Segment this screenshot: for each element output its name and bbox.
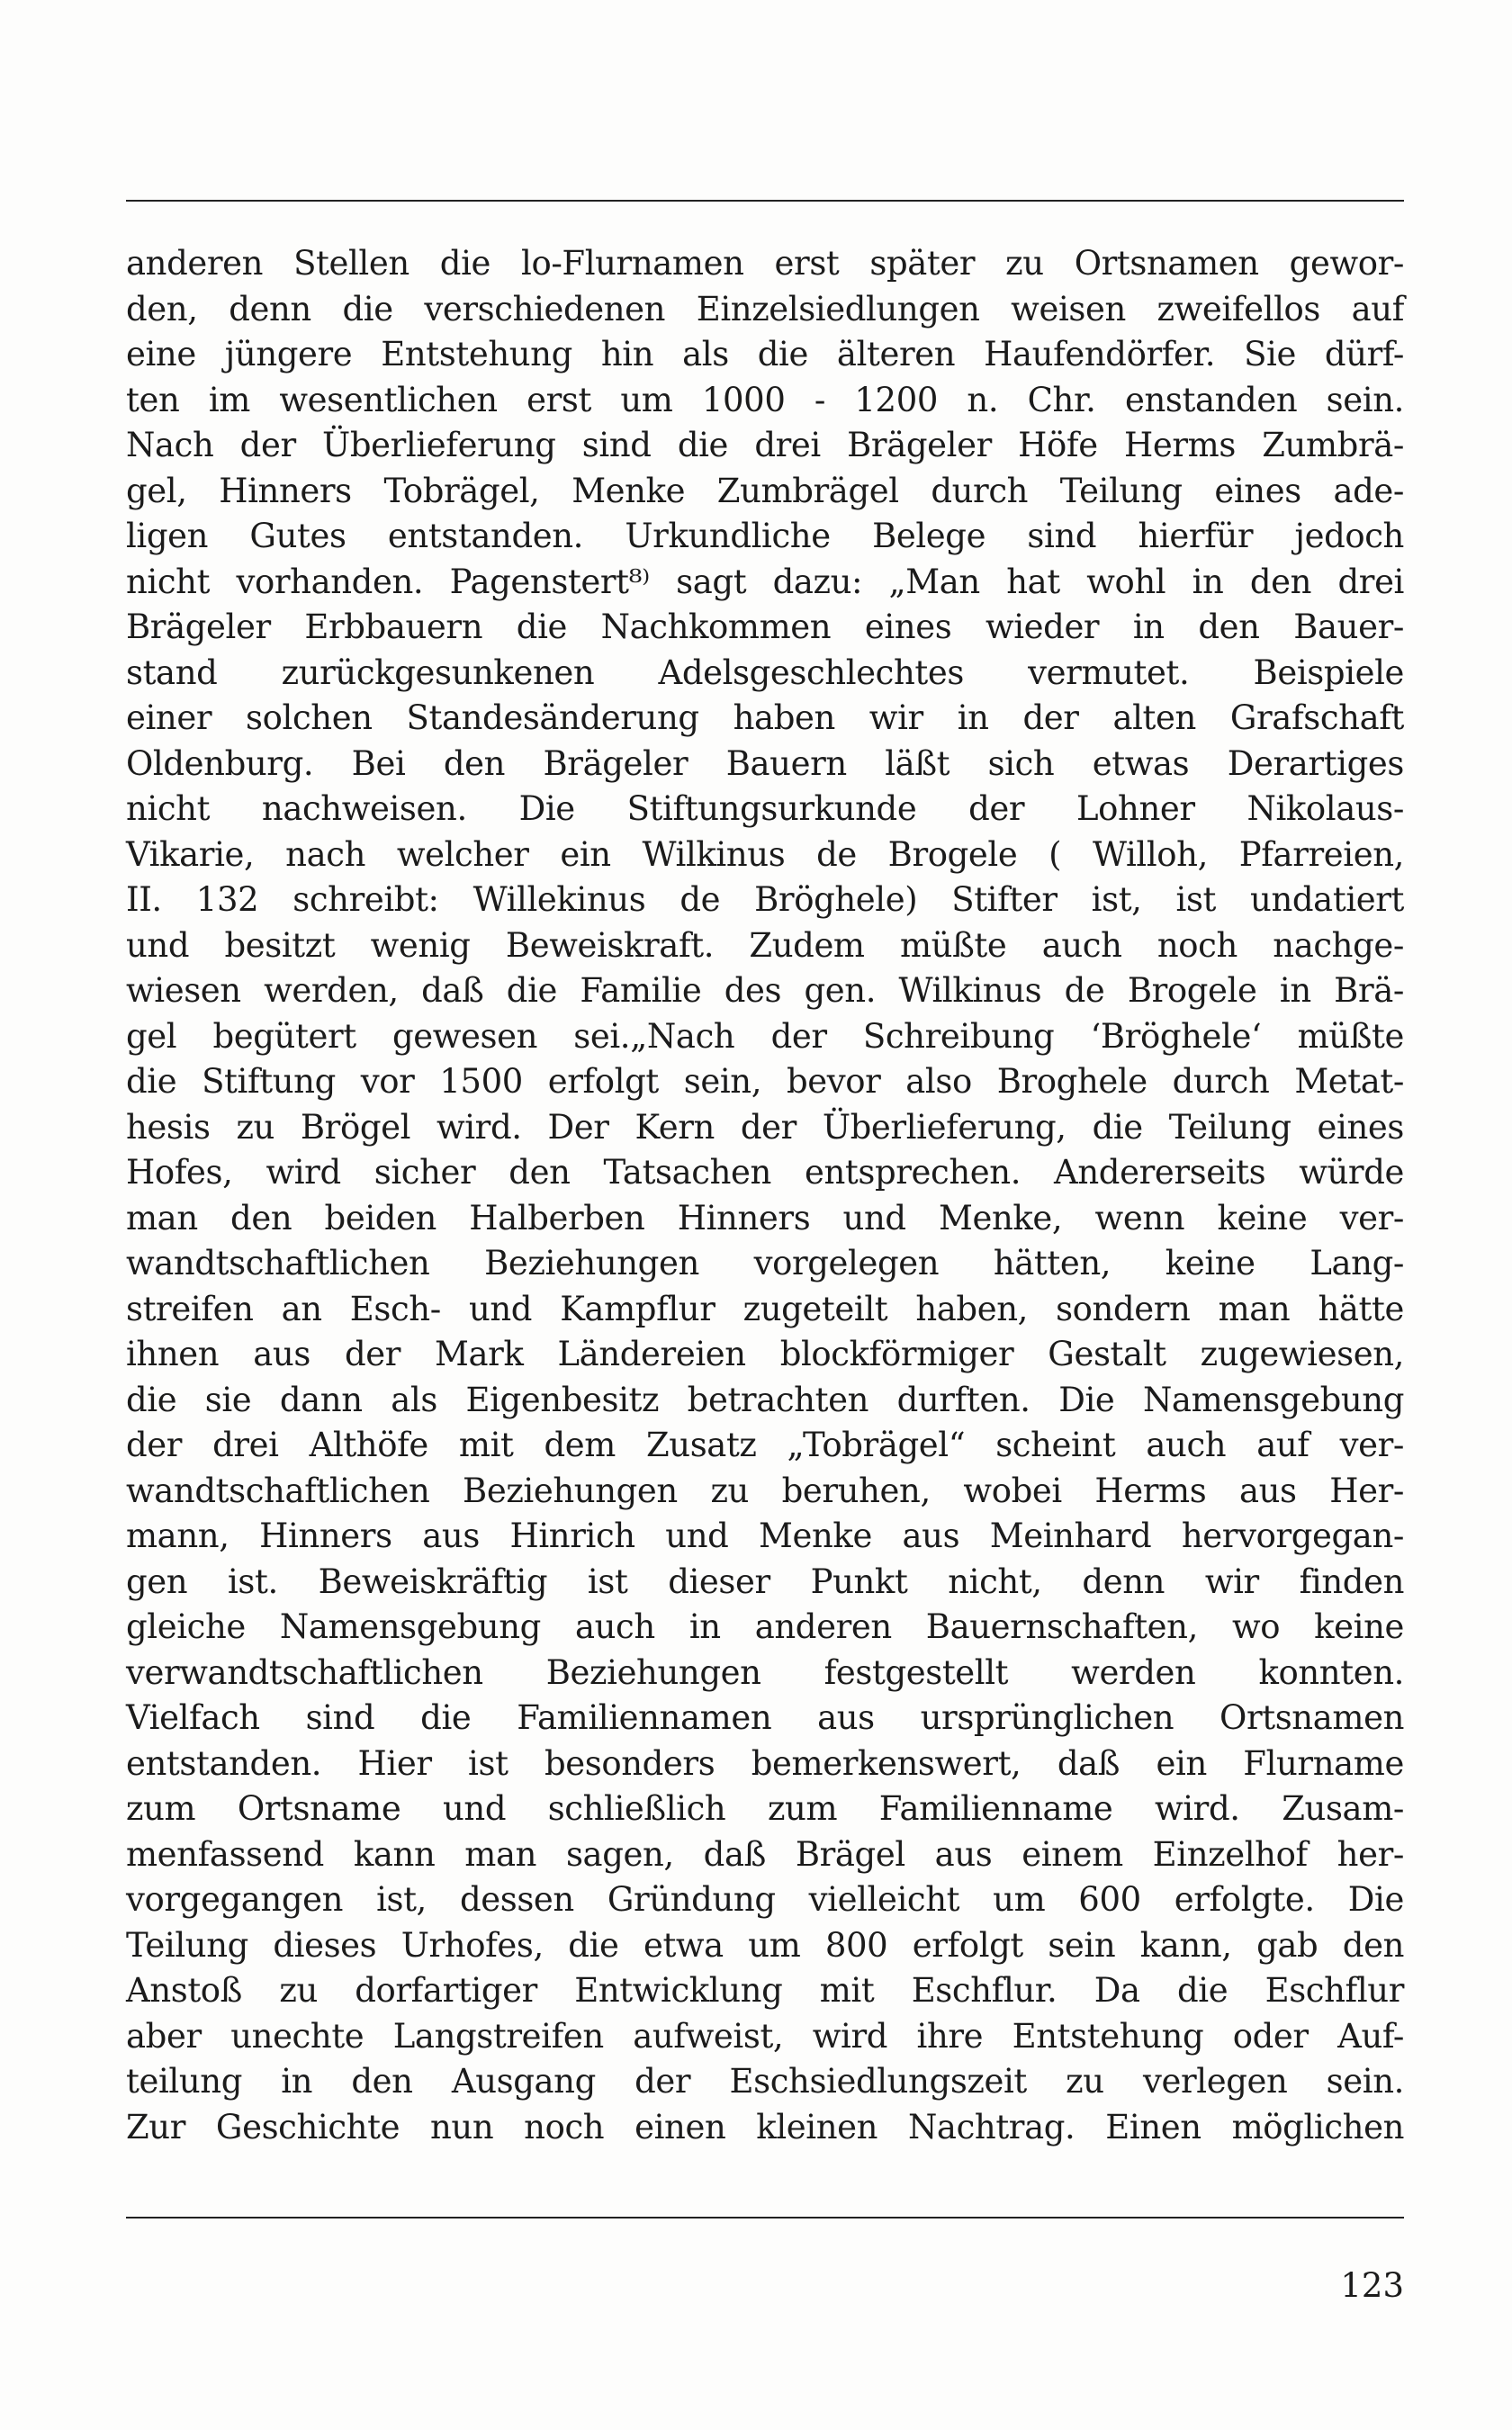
- text-line: wandtschaftlichen Beziehungen zu beruhen, wobei Herms aus Her-: [126, 1471, 1404, 1510]
- text-line: man den beiden Halberben Hinners und Menke, wenn keine ver-: [126, 1198, 1404, 1238]
- text-line: zum Ortsname und schließlich zum Familienname wird. Zusam-: [126, 1789, 1404, 1828]
- text-line: stand zurückgesunkenen Adelsgeschlechtes vermutet. Beispiele: [126, 652, 1404, 692]
- text-line: nicht nachweisen. Die Stiftungsurkunde der Lohner Nikolaus-: [126, 789, 1404, 828]
- text-line: teilung in den Ausgang der Eschsiedlungszeit zu verlegen sein.: [126, 2062, 1404, 2101]
- text-line: entstanden. Hier ist besonders bemerkenswert, daß ein Flurname: [126, 1743, 1404, 1783]
- text-line: Brägeler Erbbauern die Nachkommen eines wieder in den Bauer-: [126, 608, 1404, 646]
- text-line: menfassend kann man sagen, daß Brägel aus einem Einzelhof her-: [126, 1834, 1404, 1874]
- text-line: Teilung dieses Urhofes, die etwa um 800 erfolgt sein kann, gab den: [126, 1925, 1404, 1965]
- text-line: ten im wesentlichen erst um 1000 - 1200 n. Chr. enstanden sein.: [126, 380, 1404, 419]
- text-line: ligen Gutes entstanden. Urkundliche Belege sind hierfür jedoch: [126, 517, 1404, 555]
- text-line: die sie dann als Eigenbesitz betrachten durften. Die Namensgebung: [126, 1380, 1404, 1419]
- text-line: anderen Stellen die lo-Flurnamen erst später zu Ortsnamen gewor-: [126, 244, 1404, 283]
- text-line: einer solchen Standesänderung haben wir in der alten Grafschaft: [126, 698, 1404, 737]
- text-line: Vikarie, nach welcher ein Wilkinus de Brogele ( Willoh, Pfarreien,: [126, 834, 1404, 874]
- text-line: Oldenburg. Bei den Brägeler Bauern läßt sich etwas Derartiges: [126, 743, 1404, 783]
- text-line: wiesen werden, daß die Familie des gen. Wilkinus de Brogele in Brä-: [126, 971, 1404, 1010]
- text-line: eine jüngere Entstehung hin als die älteren Haufendörfer. Sie dürf-: [126, 335, 1404, 374]
- text-line: wandtschaftlichen Beziehungen vorgelegen hätten, keine Lang-: [126, 1244, 1404, 1282]
- text-line: Nach der Überlieferung sind die drei Brägeler Höfe Herms Zumbrä-: [126, 426, 1404, 464]
- page-number: 123: [1340, 2266, 1404, 2305]
- text-line: den, denn die verschiedenen Einzelsiedlungen weisen zweifellos auf: [126, 289, 1404, 328]
- text-line: die Stiftung vor 1500 erfolgt sein, bevor also Broghele durch Metat-: [126, 1062, 1404, 1101]
- text-line: aber unechte Langstreifen aufweist, wird ihre Entstehung oder Auf-: [126, 2016, 1404, 2056]
- text-line: ihnen aus der Mark Ländereien blockförmiger Gestalt zugewiesen,: [126, 1335, 1404, 1373]
- top-rule: [126, 200, 1404, 202]
- text-line: verwandtschaftlichen Beziehungen festgestellt werden konnten.: [126, 1652, 1404, 1692]
- text-line: gleiche Namensgebung auch in anderen Bauernschaften, wo keine: [126, 1607, 1404, 1646]
- text-line: Zur Geschichte nun noch einen kleinen Nachtrag. Einen möglichen: [126, 2107, 1404, 2146]
- text-line: der drei Althöfe mit dem Zusatz „Tobrägel“ scheint auch auf ver-: [126, 1426, 1404, 1464]
- text-line: mann, Hinners aus Hinrich und Menke aus Meinhard hervorgegan-: [126, 1516, 1404, 1555]
- text-line: Vielfach sind die Familiennamen aus ursprünglichen Ortsnamen: [126, 1698, 1404, 1737]
- bottom-rule: [126, 2217, 1404, 2218]
- body-text: [126, 241, 1404, 2150]
- text-line: gel begütert gewesen sei.„Nach der Schreibung ‘Bröghele‘ müßte: [126, 1016, 1404, 1056]
- text-line: gen ist. Beweiskräftig ist dieser Punkt nicht, denn wir finden: [126, 1562, 1404, 1601]
- text-line: gel, Hinners Tobrägel, Menke Zumbrägel durch Teilung eines ade-: [126, 471, 1404, 510]
- text-line: und besitzt wenig Beweiskraft. Zudem müßte auch noch nachge-: [126, 925, 1404, 965]
- text-line: nicht vorhanden. Pagenstert⁸⁾ sagt dazu: „Man hat wohl in den drei: [126, 562, 1404, 601]
- text-line: II. 132 schreibt: Willekinus de Bröghele) Stifter ist, ist undatiert: [126, 880, 1404, 919]
- text-line: streifen an Esch- und Kampflur zugeteilt haben, sondern man hätte: [126, 1289, 1404, 1328]
- text-line: hesis zu Brögel wird. Der Kern der Überlieferung, die Teilung eines: [126, 1107, 1404, 1147]
- text-line: Anstoß zu dorfartiger Entwicklung mit Eschflur. Da die Eschflur: [126, 1971, 1404, 2010]
- text-line: vorgegangen ist, dessen Gründung vielleicht um 600 erfolgte. Die: [126, 1880, 1404, 1919]
- text-line: Hofes, wird sicher den Tatsachen entsprechen. Andererseits würde: [126, 1153, 1404, 1192]
